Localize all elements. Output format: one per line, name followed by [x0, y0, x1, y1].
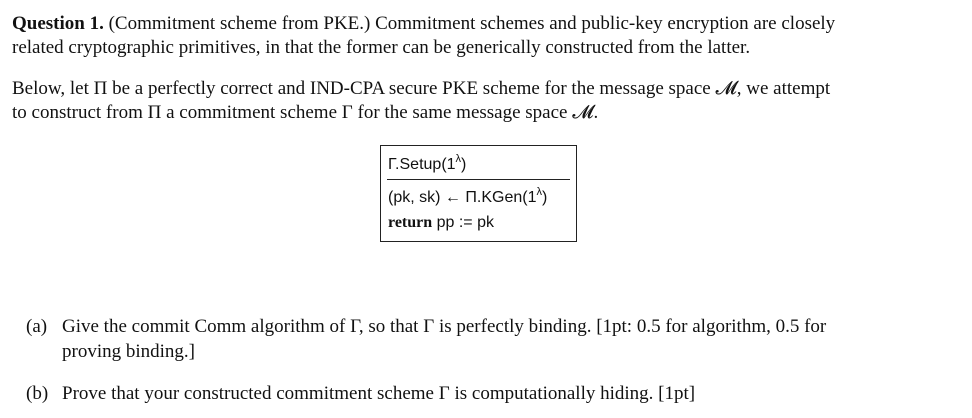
question-title: Question 1. — [12, 13, 104, 34]
part-a-line1: Give the commit Comm algorithm of Γ, so that Γ is perfectly binding. [1pt: 0.5 for algorithm, 0.5 for — [62, 316, 827, 337]
setup-header-rule — [387, 179, 570, 180]
return-keyword: return — [388, 214, 433, 231]
setup-line-keygen — [388, 186, 547, 207]
keygen-superscript: λ — [536, 186, 542, 198]
question-heading — [12, 12, 957, 36]
part-b — [26, 381, 956, 407]
intro-line-1: Below, let Π be a perfectly correct and IND-CPA secure PKE scheme for the message space 𝓜, we attempt — [12, 78, 831, 99]
part-a — [26, 314, 956, 364]
setup-line-return — [388, 214, 494, 232]
return-text: pp := pk — [432, 214, 494, 231]
part-b-text — [62, 381, 956, 406]
setup-name: Γ.Setup(1 — [388, 156, 456, 173]
keygen-text: (pk, sk) ← Π.KGen(1 — [388, 189, 537, 206]
question-heading-line2: related cryptographic primitives, in that the former can be generically constructed from the latter. — [12, 37, 751, 58]
keygen-close: ) — [541, 189, 548, 206]
question-heading-text: (Commitment scheme from PKE.) Commitment schemes and public-key encryption are closely — [103, 13, 836, 34]
part-b-label: (b) — [26, 383, 49, 404]
setup-algorithm-header — [388, 153, 466, 174]
intro-line-2: to construct from Π a commitment scheme Γ for the same message space 𝓜. — [12, 102, 599, 123]
part-a-label: (a) — [26, 316, 48, 337]
part-b-line1: Prove that your constructed commitment scheme Γ is computationally hiding. [1pt] — [62, 383, 696, 404]
part-a-line2: proving binding.] — [62, 341, 195, 362]
setup-algorithm-box — [380, 145, 577, 242]
part-a-text — [62, 314, 956, 364]
setup-superscript: λ — [455, 153, 462, 165]
setup-close: ) — [461, 156, 467, 173]
